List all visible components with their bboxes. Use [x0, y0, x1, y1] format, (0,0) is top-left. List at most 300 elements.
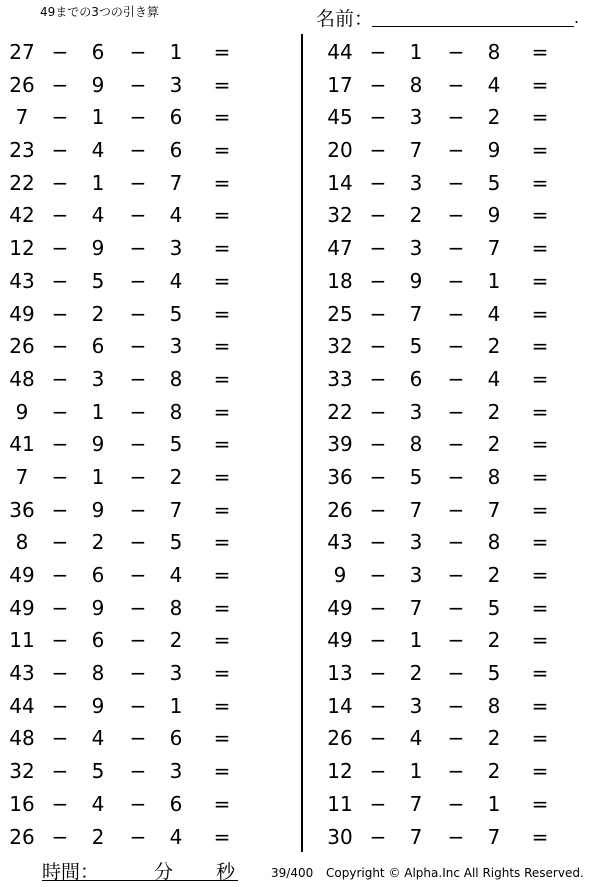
minus-sign: −	[51, 334, 69, 359]
equals-sign: =	[213, 72, 231, 97]
problem-first-number: 26	[327, 497, 353, 522]
problem-second-number: 1	[409, 40, 423, 64]
minus-sign: −	[447, 399, 465, 424]
problem-second-number: 3	[409, 236, 423, 261]
name-dot: .	[574, 8, 580, 27]
problem-second-number: 5	[409, 334, 423, 359]
minus-sign: −	[129, 301, 147, 326]
problem-second-number: 8	[91, 661, 105, 686]
minus-sign: −	[447, 497, 465, 522]
equals-sign: =	[531, 301, 549, 326]
minus-sign: −	[369, 464, 387, 489]
problem-third-number: 2	[487, 399, 501, 424]
problem-first-number: 12	[9, 236, 35, 261]
minus-sign: −	[129, 628, 147, 653]
problem-first-number: 44	[9, 693, 35, 718]
problem-second-number: 2	[91, 824, 105, 849]
problem-first-number: 26	[9, 334, 35, 359]
minus-sign: −	[51, 72, 69, 97]
equals-sign: =	[531, 236, 549, 261]
problem-third-number: 5	[487, 170, 501, 195]
problem-second-number: 3	[409, 530, 423, 555]
minus-sign: −	[369, 595, 387, 620]
problem-third-number: 7	[487, 824, 501, 849]
problem-third-number: 2	[487, 432, 501, 457]
problem-third-number: 3	[169, 759, 183, 784]
minus-sign: −	[129, 759, 147, 784]
problem-second-number: 7	[409, 138, 423, 163]
minus-sign: −	[129, 366, 147, 391]
time-line	[42, 880, 238, 881]
minus-sign: −	[447, 301, 465, 326]
problem-third-number: 4	[169, 268, 183, 293]
problem-first-number: 39	[327, 432, 353, 457]
problem-second-number: 3	[409, 563, 423, 587]
minus-sign: −	[129, 693, 147, 718]
minus-sign: −	[447, 824, 465, 849]
equals-sign: =	[531, 203, 549, 228]
problem-second-number: 3	[91, 366, 105, 391]
equals-sign: =	[531, 366, 549, 391]
minus-sign: −	[369, 563, 387, 587]
problem-third-number: 7	[487, 497, 501, 522]
problem-third-number: 1	[487, 791, 501, 816]
problem-third-number: 2	[487, 334, 501, 359]
problem-first-number: 25	[327, 301, 353, 326]
problem-third-number: 2	[487, 563, 501, 587]
minus-sign: −	[129, 661, 147, 686]
minus-sign: −	[129, 399, 147, 424]
minus-sign: −	[447, 628, 465, 653]
equals-sign: =	[531, 399, 549, 424]
minus-sign: −	[369, 824, 387, 849]
problem-third-number: 1	[169, 40, 183, 64]
problem-second-number: 9	[91, 595, 105, 620]
minus-sign: −	[51, 595, 69, 620]
equals-sign: =	[531, 170, 549, 195]
minus-sign: −	[447, 530, 465, 555]
minus-sign: −	[129, 432, 147, 457]
copyright-text: Copyright © Alpha.Inc All Rights Reserved.	[326, 866, 584, 880]
equals-sign: =	[531, 563, 549, 587]
problem-third-number: 4	[169, 563, 183, 587]
minus-sign: −	[51, 366, 69, 391]
problem-first-number: 14	[327, 170, 353, 195]
problem-first-number: 26	[9, 824, 35, 849]
column-divider	[301, 34, 303, 852]
problem-first-number: 9	[333, 563, 347, 587]
problem-third-number: 4	[487, 366, 501, 391]
problem-first-number: 42	[9, 203, 35, 228]
problem-first-number: 22	[327, 399, 353, 424]
equals-sign: =	[213, 661, 231, 686]
minus-sign: −	[51, 693, 69, 718]
equals-sign: =	[213, 366, 231, 391]
problem-first-number: 26	[327, 726, 353, 751]
minus-sign: −	[369, 530, 387, 555]
equals-sign: =	[531, 595, 549, 620]
problem-third-number: 8	[487, 464, 501, 489]
equals-sign: =	[531, 726, 549, 751]
problem-second-number: 2	[409, 661, 423, 686]
problem-third-number: 2	[487, 759, 501, 784]
problem-second-number: 5	[409, 464, 423, 489]
problem-first-number: 48	[9, 726, 35, 751]
problem-third-number: 4	[487, 301, 501, 326]
minus-sign: −	[51, 563, 69, 587]
minus-sign: −	[369, 693, 387, 718]
minus-sign: −	[129, 40, 147, 64]
minus-sign: −	[51, 432, 69, 457]
problem-second-number: 8	[409, 432, 423, 457]
minus-sign: −	[369, 432, 387, 457]
problem-third-number: 2	[169, 628, 183, 653]
problem-third-number: 5	[487, 661, 501, 686]
equals-sign: =	[531, 138, 549, 163]
problem-third-number: 7	[487, 236, 501, 261]
equals-sign: =	[213, 138, 231, 163]
problem-first-number: 7	[15, 105, 29, 130]
minus-sign: −	[447, 72, 465, 97]
minus-sign: −	[51, 497, 69, 522]
problem-first-number: 9	[15, 399, 29, 424]
equals-sign: =	[531, 530, 549, 555]
problem-third-number: 2	[487, 726, 501, 751]
minus-sign: −	[51, 759, 69, 784]
minus-sign: −	[51, 824, 69, 849]
minus-sign: −	[51, 530, 69, 555]
minus-sign: −	[51, 661, 69, 686]
problem-second-number: 3	[409, 399, 423, 424]
minus-sign: −	[447, 138, 465, 163]
problem-third-number: 4	[487, 72, 501, 97]
minus-sign: −	[129, 563, 147, 587]
equals-sign: =	[531, 824, 549, 849]
minus-sign: −	[51, 399, 69, 424]
minus-sign: −	[129, 138, 147, 163]
problem-second-number: 7	[409, 791, 423, 816]
equals-sign: =	[213, 301, 231, 326]
problem-first-number: 48	[9, 366, 35, 391]
problem-second-number: 4	[91, 791, 105, 816]
problem-second-number: 3	[409, 170, 423, 195]
problem-first-number: 13	[327, 661, 353, 686]
problem-second-number: 6	[91, 628, 105, 653]
equals-sign: =	[531, 464, 549, 489]
minus-sign: −	[51, 268, 69, 293]
equals-sign: =	[213, 236, 231, 261]
equals-sign: =	[213, 464, 231, 489]
problem-first-number: 36	[327, 464, 353, 489]
minus-sign: −	[369, 72, 387, 97]
name-line	[372, 26, 574, 27]
minus-sign: −	[129, 236, 147, 261]
problem-first-number: 49	[327, 595, 353, 620]
equals-sign: =	[213, 40, 231, 64]
minus-sign: −	[447, 661, 465, 686]
problem-first-number: 7	[15, 464, 29, 489]
minus-sign: −	[129, 72, 147, 97]
minus-sign: −	[447, 595, 465, 620]
minus-sign: −	[447, 334, 465, 359]
minus-sign: −	[51, 628, 69, 653]
minus-sign: −	[369, 301, 387, 326]
equals-sign: =	[213, 726, 231, 751]
equals-sign: =	[531, 432, 549, 457]
equals-sign: =	[213, 399, 231, 424]
minus-sign: −	[129, 791, 147, 816]
worksheet-title: 49までの3つの引き算	[40, 5, 159, 19]
minus-sign: −	[369, 138, 387, 163]
problem-third-number: 7	[169, 170, 183, 195]
problem-first-number: 17	[327, 72, 353, 97]
problem-second-number: 7	[409, 301, 423, 326]
problem-second-number: 6	[91, 563, 105, 587]
problem-first-number: 32	[9, 759, 35, 784]
problem-first-number: 49	[9, 301, 35, 326]
problem-third-number: 1	[487, 268, 501, 293]
problem-first-number: 30	[327, 824, 353, 849]
problem-first-number: 43	[9, 661, 35, 686]
time-label: 時間：	[42, 861, 100, 883]
problem-second-number: 1	[91, 399, 105, 424]
problem-third-number: 5	[169, 301, 183, 326]
minus-sign: −	[129, 203, 147, 228]
problem-third-number: 5	[487, 595, 501, 620]
minus-sign: −	[51, 301, 69, 326]
minus-sign: −	[369, 497, 387, 522]
minus-sign: −	[129, 726, 147, 751]
equals-sign: =	[531, 693, 549, 718]
problem-third-number: 5	[169, 530, 183, 555]
problem-third-number: 6	[169, 138, 183, 163]
equals-sign: =	[213, 530, 231, 555]
equals-sign: =	[213, 693, 231, 718]
problem-second-number: 2	[91, 530, 105, 555]
equals-sign: =	[213, 759, 231, 784]
equals-sign: =	[531, 334, 549, 359]
minus-sign: −	[447, 693, 465, 718]
problem-second-number: 6	[409, 366, 423, 391]
problem-third-number: 4	[169, 203, 183, 228]
equals-sign: =	[531, 628, 549, 653]
minutes-label: 分	[154, 861, 174, 883]
problem-second-number: 2	[91, 301, 105, 326]
problem-third-number: 8	[169, 366, 183, 391]
minus-sign: −	[447, 170, 465, 195]
equals-sign: =	[531, 105, 549, 130]
problem-first-number: 33	[327, 366, 353, 391]
minus-sign: −	[369, 726, 387, 751]
problem-second-number: 9	[91, 432, 105, 457]
problem-second-number: 7	[409, 595, 423, 620]
minus-sign: −	[447, 464, 465, 489]
equals-sign: =	[213, 432, 231, 457]
minus-sign: −	[369, 170, 387, 195]
minus-sign: −	[51, 170, 69, 195]
minus-sign: −	[51, 105, 69, 130]
problem-third-number: 3	[169, 236, 183, 261]
problem-first-number: 11	[9, 628, 35, 653]
equals-sign: =	[531, 72, 549, 97]
minus-sign: −	[447, 40, 465, 64]
problem-first-number: 49	[9, 595, 35, 620]
minus-sign: −	[447, 791, 465, 816]
minus-sign: −	[447, 236, 465, 261]
equals-sign: =	[531, 759, 549, 784]
problem-first-number: 36	[9, 497, 35, 522]
problem-second-number: 9	[409, 268, 423, 293]
problem-second-number: 2	[409, 203, 423, 228]
problem-second-number: 4	[91, 203, 105, 228]
minus-sign: −	[129, 105, 147, 130]
problem-second-number: 9	[91, 693, 105, 718]
problem-first-number: 49	[9, 563, 35, 587]
minus-sign: −	[129, 170, 147, 195]
minus-sign: −	[369, 791, 387, 816]
problem-first-number: 23	[9, 138, 35, 163]
problem-first-number: 45	[327, 105, 353, 130]
problem-third-number: 3	[169, 334, 183, 359]
minus-sign: −	[447, 366, 465, 391]
problem-second-number: 1	[91, 105, 105, 130]
name-label: 名前：	[316, 8, 374, 30]
problem-second-number: 4	[91, 138, 105, 163]
minus-sign: −	[369, 105, 387, 130]
problem-first-number: 41	[9, 432, 35, 457]
equals-sign: =	[213, 334, 231, 359]
problem-first-number: 12	[327, 759, 353, 784]
minus-sign: −	[51, 464, 69, 489]
problem-first-number: 20	[327, 138, 353, 163]
problem-first-number: 44	[327, 40, 353, 64]
problem-first-number: 43	[9, 268, 35, 293]
equals-sign: =	[213, 268, 231, 293]
problem-first-number: 32	[327, 334, 353, 359]
problem-third-number: 8	[487, 530, 501, 555]
problem-third-number: 2	[487, 105, 501, 130]
problem-first-number: 18	[327, 268, 353, 293]
minus-sign: −	[129, 595, 147, 620]
minus-sign: −	[129, 334, 147, 359]
problem-first-number: 11	[327, 791, 353, 816]
problem-first-number: 14	[327, 693, 353, 718]
minus-sign: −	[369, 334, 387, 359]
equals-sign: =	[213, 203, 231, 228]
problem-second-number: 6	[91, 40, 105, 64]
problem-third-number: 2	[487, 628, 501, 653]
problem-third-number: 8	[487, 40, 501, 64]
equals-sign: =	[531, 791, 549, 816]
equals-sign: =	[213, 595, 231, 620]
minus-sign: −	[51, 791, 69, 816]
minus-sign: −	[51, 203, 69, 228]
minus-sign: −	[369, 236, 387, 261]
minus-sign: −	[51, 236, 69, 261]
equals-sign: =	[531, 661, 549, 686]
problem-third-number: 6	[169, 791, 183, 816]
equals-sign: =	[213, 628, 231, 653]
problem-first-number: 27	[9, 40, 35, 64]
problem-third-number: 8	[169, 595, 183, 620]
problem-second-number: 8	[409, 72, 423, 97]
problem-third-number: 9	[487, 138, 501, 163]
minus-sign: −	[447, 203, 465, 228]
problem-second-number: 1	[91, 464, 105, 489]
problem-first-number: 8	[15, 530, 29, 555]
problem-second-number: 9	[91, 236, 105, 261]
problem-first-number: 26	[9, 72, 35, 97]
minus-sign: −	[129, 268, 147, 293]
problem-second-number: 9	[91, 497, 105, 522]
problem-third-number: 8	[169, 399, 183, 424]
problem-third-number: 6	[169, 105, 183, 130]
problem-third-number: 5	[169, 432, 183, 457]
problem-second-number: 4	[409, 726, 423, 751]
equals-sign: =	[531, 40, 549, 64]
minus-sign: −	[369, 268, 387, 293]
problem-third-number: 9	[487, 203, 501, 228]
minus-sign: −	[447, 105, 465, 130]
minus-sign: −	[51, 138, 69, 163]
minus-sign: −	[369, 399, 387, 424]
equals-sign: =	[213, 105, 231, 130]
minus-sign: −	[369, 661, 387, 686]
problem-second-number: 6	[91, 334, 105, 359]
problem-third-number: 7	[169, 497, 183, 522]
problem-first-number: 16	[9, 791, 35, 816]
equals-sign: =	[213, 824, 231, 849]
minus-sign: −	[447, 759, 465, 784]
seconds-label: 秒	[216, 861, 236, 883]
minus-sign: −	[369, 366, 387, 391]
problem-first-number: 47	[327, 236, 353, 261]
minus-sign: −	[447, 432, 465, 457]
minus-sign: −	[129, 824, 147, 849]
equals-sign: =	[213, 563, 231, 587]
problem-second-number: 3	[409, 693, 423, 718]
minus-sign: −	[129, 497, 147, 522]
problem-third-number: 3	[169, 72, 183, 97]
problem-second-number: 1	[409, 759, 423, 784]
problem-third-number: 6	[169, 726, 183, 751]
problem-third-number: 1	[169, 693, 183, 718]
minus-sign: −	[369, 628, 387, 653]
problem-second-number: 9	[91, 72, 105, 97]
problem-first-number: 22	[9, 170, 35, 195]
problem-first-number: 49	[327, 628, 353, 653]
problem-second-number: 1	[91, 170, 105, 195]
minus-sign: −	[369, 40, 387, 64]
problem-second-number: 7	[409, 824, 423, 849]
minus-sign: −	[129, 464, 147, 489]
minus-sign: −	[51, 726, 69, 751]
minus-sign: −	[51, 40, 69, 64]
equals-sign: =	[213, 497, 231, 522]
problem-first-number: 43	[327, 530, 353, 555]
minus-sign: −	[447, 563, 465, 587]
minus-sign: −	[447, 268, 465, 293]
problem-second-number: 5	[91, 268, 105, 293]
problem-third-number: 4	[169, 824, 183, 849]
equals-sign: =	[213, 791, 231, 816]
problem-second-number: 1	[409, 628, 423, 653]
page-number: 39/400	[271, 866, 314, 880]
equals-sign: =	[531, 497, 549, 522]
equals-sign: =	[531, 268, 549, 293]
minus-sign: −	[447, 726, 465, 751]
problem-third-number: 8	[487, 693, 501, 718]
